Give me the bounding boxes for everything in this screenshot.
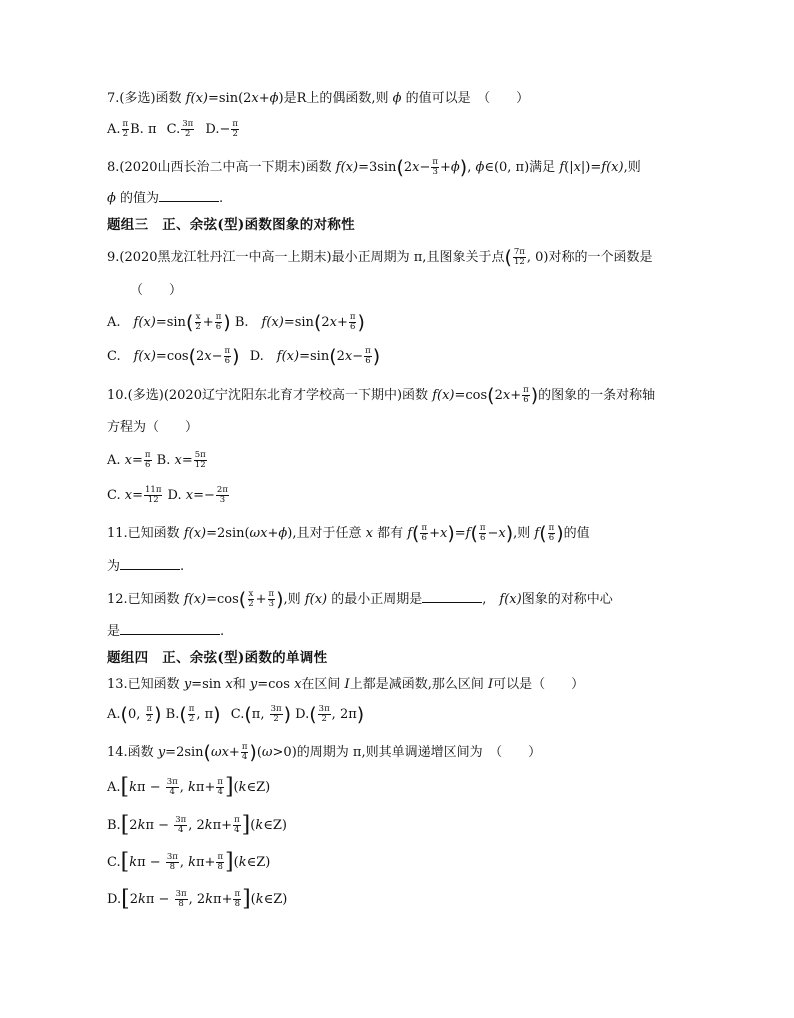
question-7-stem: 7.(多选)函数 f(x)=sin(2x+ϕ)是R上的偶函数,则 ϕ 的值可以是 （ ）	[107, 91, 530, 106]
question-9-options-cd: C. f(x)=cos(2x− $\frac{\pi}{6}$ ) D. f(x)=sin(2x− $\frac{\pi}{6}$ )	[107, 345, 381, 368]
answer-blank[interactable]	[159, 188, 219, 202]
question-10-line2: 方程为（ ）	[107, 420, 199, 435]
question-10-options-cd: C. x= $\frac{11\pi}{12}$ D. x=− $\frac{2\pi}{3}$	[107, 485, 228, 505]
question-11-stem: 11.已知函数 f(x)=2sin(ωx+ϕ),且对于任意 x 都有 f( $\frac{\pi}{6}$ +x)=f( $\frac{\pi}{6}$ −x),则 f( $\frac{\pi}{6}$ )的值	[107, 522, 590, 545]
question-14-option-c: C.[kπ − $\frac{3\pi}{8}$ , kπ+ $\frac{\pi}{8}$ ](k∈Z)	[107, 849, 271, 875]
question-9-options-ab: A. f(x)=sin( $\frac{x}{2}$ + $\frac{\pi}{6}$ ) B. f(x)=sin(2x+ $\frac{\pi}{6}$ )	[107, 311, 365, 334]
question-7-options: A. $\frac{\pi}{2}$ B. π C. $\frac{3\pi}{2}$ D.− $\frac{\pi}{2}$	[107, 119, 238, 139]
answer-blank[interactable]	[422, 589, 482, 603]
section-heading-3: 题组三 正、余弦(型)函数图象的对称性	[107, 217, 355, 233]
question-14-option-a: A.[kπ − $\frac{3\pi}{4}$ , kπ+ $\frac{\pi}{4}$ ](k∈Z)	[107, 774, 271, 800]
question-10-options-ab: A. x= $\frac{\pi}{6}$ B. x= $\frac{5\pi}{12}$	[107, 450, 206, 470]
question-13-options: A.(0, $\frac{\pi}{2}$ ) B.( $\frac{\pi}{2}$ , π) C.(π, $\frac{3\pi}{2}$ ) D.( $\frac{3\pi}{2}$ , 2π)	[107, 703, 365, 726]
question-10-stem: 10.(多选)(2020辽宁沈阳东北育才学校高一下期中)函数 f(x)=cos(2x+ $\frac{\pi}{6}$ )的图象的一条对称轴	[107, 384, 656, 407]
question-13-stem: 13.已知函数 y=sin x和 y=cos x在区间 I上都是减函数,那么区间 I可以是（ ）	[107, 677, 585, 692]
question-14-option-b: B.[2kπ − $\frac{3\pi}{4}$ , 2kπ+ $\frac{\pi}{4}$ ](k∈Z)	[107, 812, 287, 838]
question-14-stem: 14.函数 y=2sin(ωx+ $\frac{\pi}{4}$ )(ω>0)的周期为 π,则其单调递增区间为 （ ）	[107, 741, 542, 764]
question-11-line2: 为 .	[107, 556, 754, 577]
question-8-stem: 8.(2020山西长治二中高一下期末)函数 f(x)=3sin(2x− $\frac{\pi}{3}$ +ϕ), ϕ∈(0, π)满足 f(|x|)=f(x),则	[107, 156, 641, 179]
question-9-paren: （ ）	[130, 283, 183, 298]
question-12-line2: 是 .	[107, 621, 754, 642]
question-8-line2: ϕ 的值为 .	[107, 188, 754, 209]
answer-blank[interactable]	[120, 556, 180, 570]
answer-blank[interactable]	[120, 621, 220, 635]
question-12-stem: 12.已知函数 f(x)=cos( $\frac{x}{2}$ + $\frac{\pi}{3}$ ),则 f(x) 的最小正周期是 , f(x)图象的对称中心	[107, 588, 613, 611]
section-heading-4: 题组四 正、余弦(型)函数的单调性	[107, 650, 328, 666]
question-9-stem: 9.(2020黑龙江牡丹江一中高一上期末)最小正周期为 π,且图象关于点( $\frac{7\pi}{12}$ , 0)对称的一个函数是	[107, 246, 653, 269]
question-14-option-d: D.[2kπ − $\frac{3\pi}{8}$ , 2kπ+ $\frac{\pi}{8}$ ](k∈Z)	[107, 886, 288, 912]
